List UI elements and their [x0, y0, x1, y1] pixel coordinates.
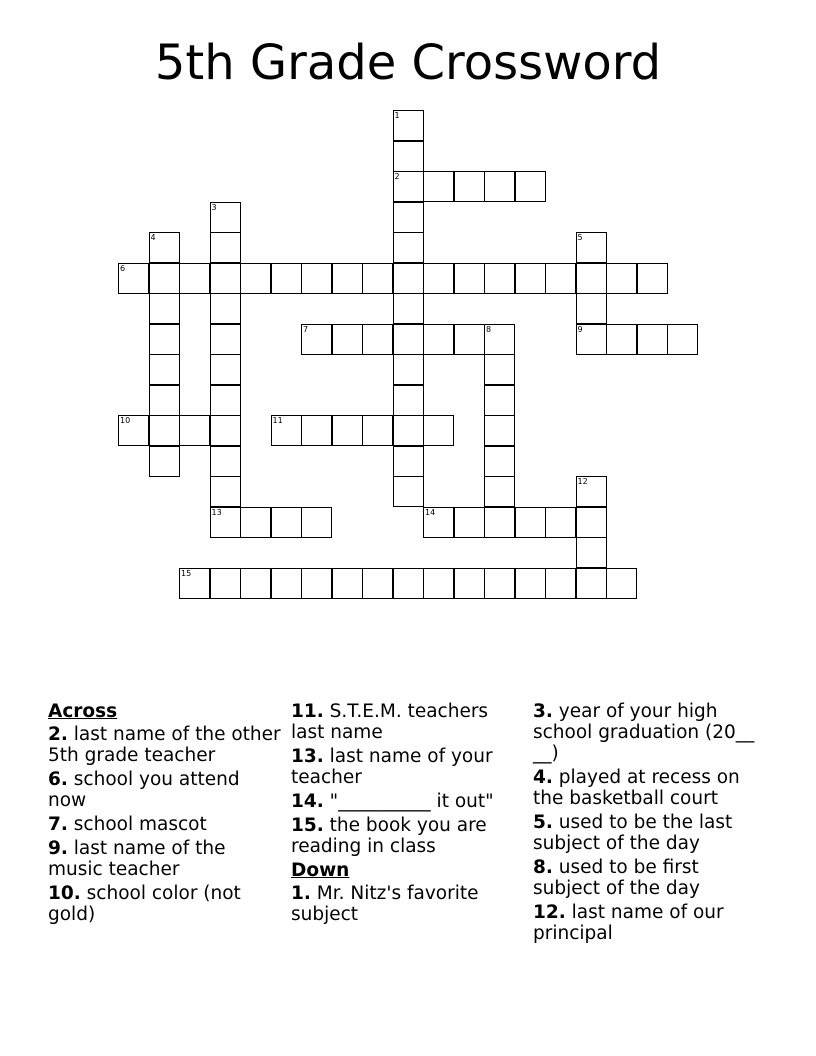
grid-cell[interactable] — [179, 415, 210, 446]
grid-cell[interactable] — [423, 263, 454, 294]
grid-cell[interactable] — [545, 507, 576, 538]
grid-cell[interactable] — [393, 476, 424, 507]
grid-cell[interactable] — [515, 263, 546, 294]
grid-cell[interactable] — [576, 263, 607, 294]
clue-number: 8 — [486, 324, 492, 334]
grid-cell[interactable] — [484, 324, 515, 355]
clue-across-10: 10. school color (not gold) — [48, 883, 241, 925]
grid-cell[interactable] — [576, 537, 607, 568]
clue-number: 10 — [120, 416, 131, 425]
grid-cell[interactable] — [454, 568, 485, 599]
grid-cell[interactable] — [210, 232, 241, 263]
grid-cell[interactable] — [149, 232, 180, 263]
grid-cell[interactable] — [393, 324, 424, 355]
grid-cell[interactable] — [149, 324, 180, 355]
grid-cell[interactable] — [423, 171, 454, 202]
grid-cell[interactable] — [393, 263, 424, 294]
clue-number: 12 — [577, 477, 588, 486]
clue-number: 14 — [425, 507, 436, 517]
grid-cell[interactable] — [393, 171, 424, 202]
clue-number: 5 — [577, 233, 583, 242]
grid-cell[interactable] — [210, 293, 241, 324]
grid-cell[interactable] — [606, 568, 637, 599]
grid-cell[interactable] — [179, 568, 210, 599]
grid-cell[interactable] — [210, 354, 241, 385]
grid-cell[interactable] — [423, 507, 454, 538]
grid-cell[interactable] — [210, 476, 241, 507]
grid-cell[interactable] — [637, 324, 668, 355]
grid-cell[interactable] — [393, 293, 424, 324]
grid-cell[interactable] — [576, 568, 607, 599]
clue-number: 4 — [150, 233, 156, 242]
page-title: 5th Grade Crossword — [154, 35, 662, 91]
grid-cell[interactable] — [484, 507, 515, 538]
grid-cell[interactable] — [393, 232, 424, 263]
grid-cell[interactable] — [484, 171, 515, 202]
grid-cell[interactable] — [393, 354, 424, 385]
grid-cell[interactable] — [179, 263, 210, 294]
grid-cell[interactable] — [454, 507, 485, 538]
grid-cell[interactable] — [332, 415, 363, 446]
clue-across-13: 13. last name of your teacher — [291, 746, 493, 788]
grid-cell[interactable] — [423, 415, 454, 446]
clue-across-6: 6. school you attend now — [48, 769, 240, 811]
grid-cell[interactable] — [423, 324, 454, 355]
grid-cell[interactable] — [393, 415, 424, 446]
grid-cell[interactable] — [515, 507, 546, 538]
clue-column-2 — [291, 701, 526, 928]
grid-cell[interactable] — [301, 263, 332, 294]
grid-cell[interactable] — [332, 263, 363, 294]
grid-cell[interactable] — [454, 324, 485, 355]
grid-cell[interactable] — [393, 385, 424, 416]
grid-cell[interactable] — [454, 263, 485, 294]
grid-cell[interactable] — [423, 568, 454, 599]
down-heading: Down — [291, 860, 350, 881]
grid-cell[interactable] — [393, 110, 424, 141]
clue-down-3: 3. year of your high school graduation (20__ __) — [533, 701, 755, 764]
grid-cell[interactable] — [484, 263, 515, 294]
grid-cell[interactable] — [210, 385, 241, 416]
clue-across-11: 11. S.T.E.M. teachers last name — [291, 701, 489, 743]
grid-cell[interactable] — [362, 324, 393, 355]
grid-cell[interactable] — [393, 202, 424, 233]
grid-cell[interactable] — [362, 415, 393, 446]
grid-cell[interactable] — [484, 354, 515, 385]
clue-down-5: 5. used to be the last subject of the day — [533, 812, 733, 854]
grid-cell[interactable] — [271, 507, 302, 538]
clue-number: 3 — [211, 202, 217, 212]
grid-cell[interactable] — [301, 568, 332, 599]
grid-cell[interactable] — [149, 354, 180, 385]
clue-across-14: 14. "__________ it out" — [291, 791, 494, 812]
grid-cell[interactable] — [515, 171, 546, 202]
clue-across-15: 15. the book you are reading in class — [291, 815, 487, 857]
clue-column-1 — [48, 701, 283, 928]
clue-number: 7 — [303, 324, 309, 334]
grid-cell[interactable] — [240, 568, 271, 599]
grid-cell[interactable] — [271, 263, 302, 294]
grid-cell[interactable] — [149, 263, 180, 294]
grid-cell[interactable] — [149, 446, 180, 477]
grid-cell[interactable] — [576, 232, 607, 263]
grid-cell[interactable] — [393, 568, 424, 599]
grid-cell[interactable] — [545, 263, 576, 294]
grid-cell[interactable] — [515, 568, 546, 599]
clue-number: 1 — [394, 111, 400, 120]
grid-cell[interactable] — [576, 293, 607, 324]
grid-cell[interactable] — [210, 263, 241, 294]
clue-down-8: 8. used to be first subject of the day — [533, 857, 700, 899]
grid-cell[interactable] — [271, 415, 302, 446]
grid-cell[interactable] — [210, 415, 241, 446]
grid-cell[interactable] — [484, 446, 515, 477]
grid-cell[interactable] — [118, 263, 149, 294]
clue-down-4: 4. played at recess on the basketball court — [533, 767, 740, 809]
clue-across-7: 7. school mascot — [48, 814, 207, 835]
grid-cell[interactable] — [332, 568, 363, 599]
grid-cell[interactable] — [240, 263, 271, 294]
grid-cell[interactable] — [301, 507, 332, 538]
clue-down-1: 1. Mr. Nitz's favorite subject — [291, 883, 479, 925]
grid-cell[interactable] — [149, 293, 180, 324]
grid-cell[interactable] — [484, 476, 515, 507]
grid-cell[interactable] — [210, 324, 241, 355]
grid-cell[interactable] — [545, 568, 576, 599]
grid-cell[interactable] — [393, 446, 424, 477]
clue-number: 6 — [120, 263, 126, 273]
clue-number: 15 — [181, 568, 192, 578]
grid-cell[interactable] — [301, 415, 332, 446]
grid-cell[interactable] — [454, 171, 485, 202]
clue-number: 13 — [211, 507, 222, 517]
grid-cell[interactable] — [210, 507, 241, 538]
clue-down-12: 12. last name of our principal — [533, 902, 724, 944]
grid-cell[interactable] — [118, 415, 149, 446]
grid-cell[interactable] — [240, 507, 271, 538]
grid-cell[interactable] — [210, 202, 241, 233]
grid-cell[interactable] — [149, 415, 180, 446]
clue-column-3 — [533, 701, 768, 947]
clue-across-9: 9. last name of the music teacher — [48, 838, 226, 880]
grid-cell[interactable] — [484, 568, 515, 599]
grid-cell[interactable] — [393, 141, 424, 172]
clue-number: 11 — [272, 416, 283, 425]
grid-cell[interactable] — [301, 324, 332, 355]
grid-cell[interactable] — [637, 263, 668, 294]
grid-cell[interactable] — [271, 568, 302, 599]
clue-number: 2 — [394, 172, 400, 181]
grid-cell[interactable] — [576, 507, 607, 538]
grid-cell[interactable] — [210, 568, 241, 599]
grid-cell[interactable] — [332, 324, 363, 355]
grid-cell[interactable] — [362, 568, 393, 599]
grid-cell[interactable] — [576, 476, 607, 507]
clue-across-2: 2. last name of the other 5th grade teacher — [48, 724, 281, 766]
across-heading: Across — [48, 701, 118, 722]
grid-cell[interactable] — [149, 385, 180, 416]
grid-cell[interactable] — [362, 263, 393, 294]
grid-cell[interactable] — [667, 324, 698, 355]
grid-cell[interactable] — [576, 324, 607, 355]
grid-cell[interactable] — [484, 385, 515, 416]
clue-number: 9 — [577, 324, 583, 334]
grid-cell[interactable] — [210, 446, 241, 477]
grid-cell[interactable] — [484, 415, 515, 446]
grid-cell[interactable] — [606, 263, 637, 294]
grid-cell[interactable] — [606, 324, 637, 355]
